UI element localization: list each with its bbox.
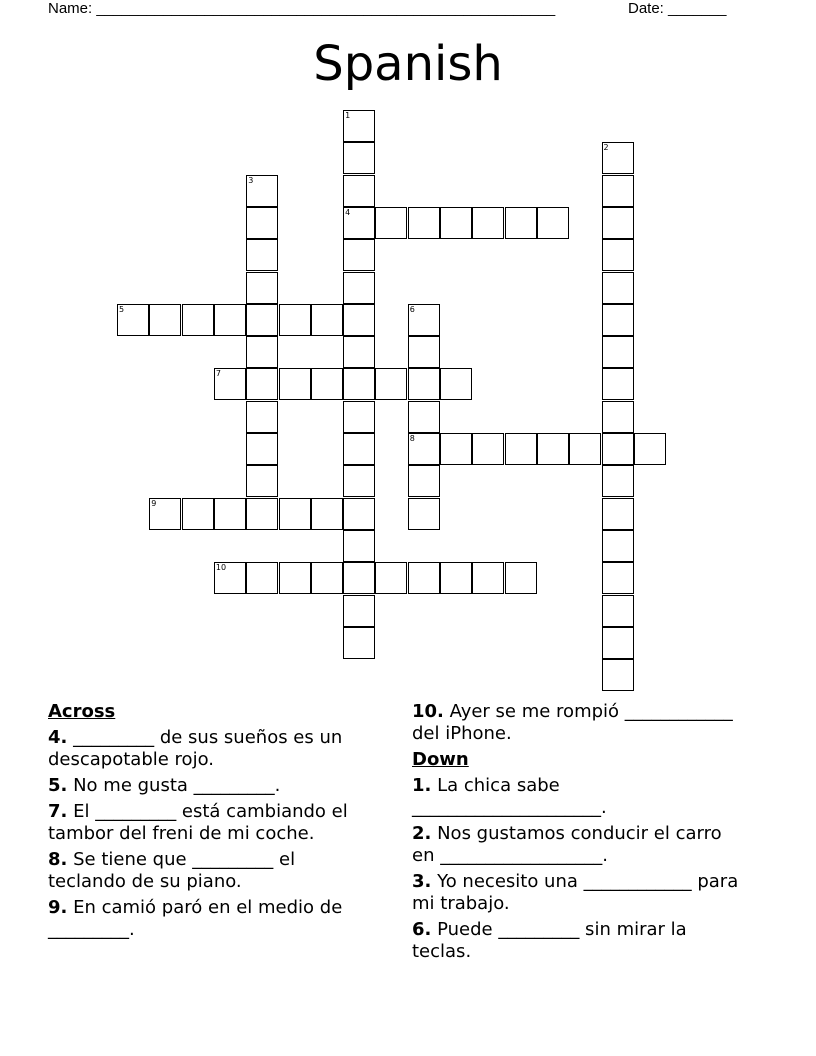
clue-text: La chica sabe _____________________. [412,775,607,818]
crossword-cell [408,465,440,497]
crossword-cell [343,595,375,627]
crossword-cell [408,433,440,465]
crossword-cell [343,498,375,530]
date-field-label: Date: _______ [628,0,727,17]
crossword-cell [279,562,311,594]
crossword-cell [408,207,440,239]
crossword-cell [182,304,214,336]
crossword-cell [214,498,246,530]
clue-number: 9. [48,897,68,918]
crossword-cell [375,207,407,239]
crossword-cell [246,272,278,304]
crossword-cell [408,562,440,594]
crossword-cell [602,530,634,562]
clue-down-3 [412,871,742,915]
cell-number: 5 [119,304,125,314]
crossword-cell [602,175,634,207]
crossword-cell [343,304,375,336]
clue-across-7 [48,801,378,845]
clue-across-8 [48,849,378,893]
crossword-cell [472,562,504,594]
crossword-cell [246,175,278,207]
clue-number: 10. [412,701,444,722]
crossword-cell [343,175,375,207]
clue-number: 5. [48,775,68,796]
clue-text: Se tiene que _________ el teclando de su piano. [48,849,296,892]
cell-number: 4 [345,207,351,217]
crossword-cell [343,336,375,368]
clue-number: 1. [412,775,432,796]
crossword-cell [602,433,634,465]
cell-number: 8 [409,434,415,443]
crossword-cell [602,465,634,497]
crossword-cell [408,498,440,530]
crossword-cell [343,272,375,304]
crossword-cell [311,368,343,400]
crossword-cell [602,304,634,336]
clue-text: En camió paró en el medio de _________. [48,897,343,940]
clue-text: Yo necesito una ____________ para mi trabajo. [412,871,739,914]
clue-text: _________ de sus sueños es un descapotable rojo. [48,727,343,770]
crossword-cell [408,368,440,400]
clue-across-10 [412,701,742,745]
crossword-cell [246,562,278,594]
crossword-cell [602,562,634,594]
clue-down-2 [412,823,742,867]
crossword-cell [246,498,278,530]
clue-across-5 [48,775,378,797]
crossword-cell [311,498,343,530]
crossword-cell [149,304,181,336]
crossword-cell [343,142,375,174]
crossword-cell [343,530,375,562]
clue-across-9 [48,897,378,941]
crossword-cell [246,401,278,433]
clue-number: 6. [412,919,432,940]
cell-number: 9 [151,498,157,508]
name-field-label: Name: _______________________________________________________ [48,0,556,17]
crossword-cell [505,562,537,594]
clues-right-column [412,701,742,967]
crossword-cell [246,207,278,239]
cell-number: 2 [603,143,609,153]
clues-left-column [48,701,378,945]
crossword-cell [440,562,472,594]
crossword-cell [375,368,407,400]
crossword-cell [505,207,537,239]
crossword-cell [602,498,634,530]
crossword-cell [602,207,634,239]
crossword-cell [602,659,634,691]
crossword-cell [472,207,504,239]
cell-number: 3 [248,175,254,185]
crossword-cell [343,433,375,465]
crossword-cell [602,142,634,174]
clue-across-4 [48,727,378,771]
crossword-cell [279,304,311,336]
crossword-cell [182,498,214,530]
clue-number: 2. [412,823,432,844]
crossword-cell [343,110,375,142]
crossword-cell [343,207,375,239]
crossword-cell [375,562,407,594]
crossword-cell [505,433,537,465]
crossword-cell [440,368,472,400]
clue-number: 3. [412,871,432,892]
crossword-cell [279,368,311,400]
cell-number: 6 [409,304,415,314]
clue-text: No me gusta _________. [67,775,281,796]
crossword-cell [311,562,343,594]
crossword-cell [634,433,666,465]
crossword-cell [246,465,278,497]
crossword-cell [569,433,601,465]
crossword-cell [246,433,278,465]
cell-number: 1 [345,111,351,120]
clue-down-6 [412,919,742,963]
crossword-cell [602,239,634,271]
clue-text: Puede _________ sin mirar la teclas. [412,919,687,962]
down-heading: Down [412,749,469,770]
crossword-cell [246,336,278,368]
clue-number: 4. [48,727,68,748]
crossword-cell [537,207,569,239]
clue-text: Ayer se me rompió ____________ del iPhone. [412,701,733,744]
across-heading: Across [48,701,116,722]
cell-number: 7 [215,369,221,379]
crossword-cell [343,368,375,400]
cell-number: 10 [215,563,227,573]
crossword-cell [246,368,278,400]
clue-number: 7. [48,801,68,822]
crossword-cell [472,433,504,465]
crossword-cell [311,304,343,336]
puzzle-title: Spanish [313,36,503,92]
crossword-cell [343,627,375,659]
crossword-cell [602,272,634,304]
crossword-cell [602,401,634,433]
crossword-cell [408,336,440,368]
crossword-cell [343,562,375,594]
crossword-cell [602,595,634,627]
crossword-cell [440,207,472,239]
crossword-cell [117,304,149,336]
clue-text: El _________ está cambiando el tambor del freni de mi coche. [48,801,348,844]
crossword-cell [246,239,278,271]
crossword-cell [440,433,472,465]
crossword-cell [214,304,246,336]
clue-text: Nos gustamos conducir el carro en __________________. [412,823,722,866]
crossword-cell [537,433,569,465]
crossword-cell [602,627,634,659]
crossword-cell [408,304,440,336]
crossword-cell [602,368,634,400]
crossword-cell [343,401,375,433]
crossword-cell [149,498,181,530]
crossword-cell [408,401,440,433]
crossword-cell [246,304,278,336]
crossword-cell [343,239,375,271]
crossword-cell [602,336,634,368]
crossword-cell [343,465,375,497]
crossword-cell [279,498,311,530]
clue-number: 8. [48,849,68,870]
crossword-cell [214,368,246,400]
clue-down-1 [412,775,742,819]
crossword-cell [214,562,246,594]
